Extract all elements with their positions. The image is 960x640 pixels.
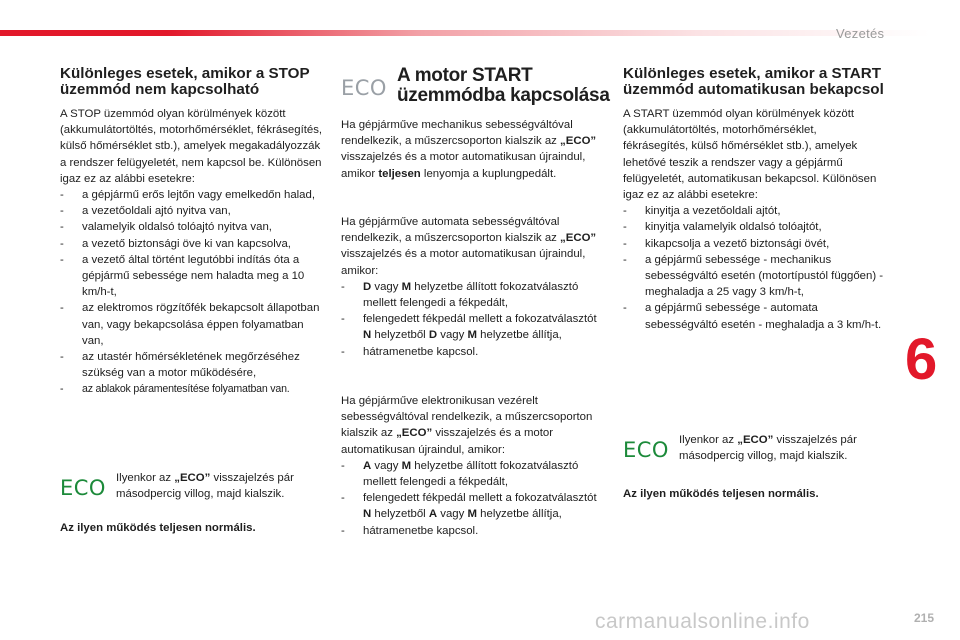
list-item: - D vagy M helyzetbe állított fokozatválasztó mellett felengedi a fékpedált, — [341, 280, 579, 310]
list-item: - a vezetőoldali ajtó nyitva van, — [60, 205, 231, 218]
list-item: - a vezető által történt legutóbbi indítás óta a gépjármű sebessége nem haladta meg a 10 km/h-t, — [60, 253, 305, 299]
start-mode-manual: Ha gépjárműve mechanikus sebességváltóval rendelkezik, a műszercsoporton kialszik az „ECO” visszajelzés és a motor automatikusan újraindul, amikor teljesen lenyomja a kuplungpedált. — [341, 119, 597, 180]
start-mode-automatic: Ha gépjárműve automata sebességváltóval rendelkezik, a műszercsoporton kialszik az „ECO” visszajelzés és a motor automatikusan újraindul, amikor: — [341, 216, 597, 277]
stop-exceptions-intro: A STOP üzemmód olyan körülmények között (akkumulátortöltés, motorhőmérséklet, fékrásegítés, külső hőmérséklet stb.), amelyek megakadályozzák a rendszer felügyeletét, nem kapcsol be. Különösen igaz ez az alábbi esetekre: — [60, 108, 323, 185]
stop-exceptions-list — [60, 187, 324, 398]
start-exceptions-title: Különleges esetek, amikor a START üzemmód automatikusan bekapcsol — [623, 65, 884, 98]
section-title: Vezetés — [836, 26, 885, 41]
list-item: - felengedett fékpedál mellett a fokozatválasztót N helyzetből A vagy M helyzetbe állítja, — [341, 492, 597, 521]
electronic-list — [341, 458, 603, 539]
stop-eco-note: Ilyenkor az „ECO” visszajelzés pár másodpercig villog, majd kialszik. — [116, 472, 294, 501]
chapter-number: 6 — [905, 327, 938, 392]
eco-indicator-icon: ECO — [60, 476, 106, 500]
automatic-list — [341, 279, 603, 360]
header-red-bar — [0, 30, 930, 36]
list-item: - A vagy M helyzetbe állított fokozatválasztó mellett felengedi a fékpedált, — [341, 459, 579, 489]
list-item: - az elektromos rögzítőfék bekapcsolt állapotban van, vagy bekapcsolása éppen folyamatban van, — [60, 302, 320, 347]
start-exceptions-list — [623, 203, 885, 333]
list-item: - kinyitja valamelyik oldalsó tolóajtót, — [623, 221, 822, 234]
page-number: 215 — [914, 611, 935, 625]
eco-indicator-icon: ECO — [623, 438, 669, 462]
list-item: - kinyitja a vezetőoldali ajtót, — [623, 205, 781, 218]
list-item: - hátramenetbe kapcsol. — [341, 345, 479, 358]
list-item: - az ablakok páramentesítése folyamatban van. — [60, 383, 290, 396]
list-item: - a gépjármű sebessége - mechanikus sebességváltó esetén (motortípustól függően) - meghaladja a 25 vagy 3 km/h-t, — [623, 253, 884, 299]
stop-normal-note: Az ilyen működés teljesen normális. — [60, 522, 256, 534]
start-exceptions-intro: A START üzemmód olyan körülmények között (akkumulátortöltés, motorhőmérséklet, fékrásegítés, külső hőmérséklet stb.), amelyek lehetővé teszik a rendszer vagy a gépjármű felügyeletét, automatikusan bekapcsol. Különösen igaz ez az alábbi esetekre: — [623, 108, 877, 202]
start-mode-electronic: Ha gépjárműve elektronikusan vezérelt sebességváltóval rendelkezik, a műszercsoporton kialszik az „ECO” visszajelzés és a motor automatikusan újraindul, amikor: — [341, 395, 593, 456]
list-item: - a gépjármű sebessége - automata sebességváltó esetén - meghaladja a 3 km/h-t. — [623, 302, 882, 331]
stop-exceptions-title: Különleges esetek, amikor a STOP üzemmód nem kapcsolható — [60, 65, 310, 98]
watermark: carmanualsonline.info — [595, 610, 810, 633]
list-item: - az utastér hőmérsékletének megőrzéséhez szükség van a motor működésére, — [60, 351, 300, 380]
list-item: - kikapcsolja a vezető biztonsági övét, — [623, 237, 830, 250]
list-item: - felengedett fékpedál mellett a fokozatválasztót N helyzetből D vagy M helyzetbe állítja, — [341, 313, 597, 342]
list-item: - a vezető biztonsági öve ki van kapcsolva, — [60, 237, 291, 250]
start-eco-note: Ilyenkor az „ECO” visszajelzés pár másodpercig villog, majd kialszik. — [679, 434, 857, 463]
start-mode-title: A motor START üzemmódba kapcsolása — [397, 65, 610, 106]
list-item: - valamelyik oldalsó tolóajtó nyitva van, — [60, 221, 272, 234]
list-item: - a gépjármű erős lejtőn vagy emelkedőn halad, — [60, 189, 316, 202]
eco-indicator-icon: ECO — [341, 76, 387, 100]
start-normal-note: Az ilyen működés teljesen normális. — [623, 488, 819, 500]
list-item: - hátramenetbe kapcsol. — [341, 524, 479, 537]
